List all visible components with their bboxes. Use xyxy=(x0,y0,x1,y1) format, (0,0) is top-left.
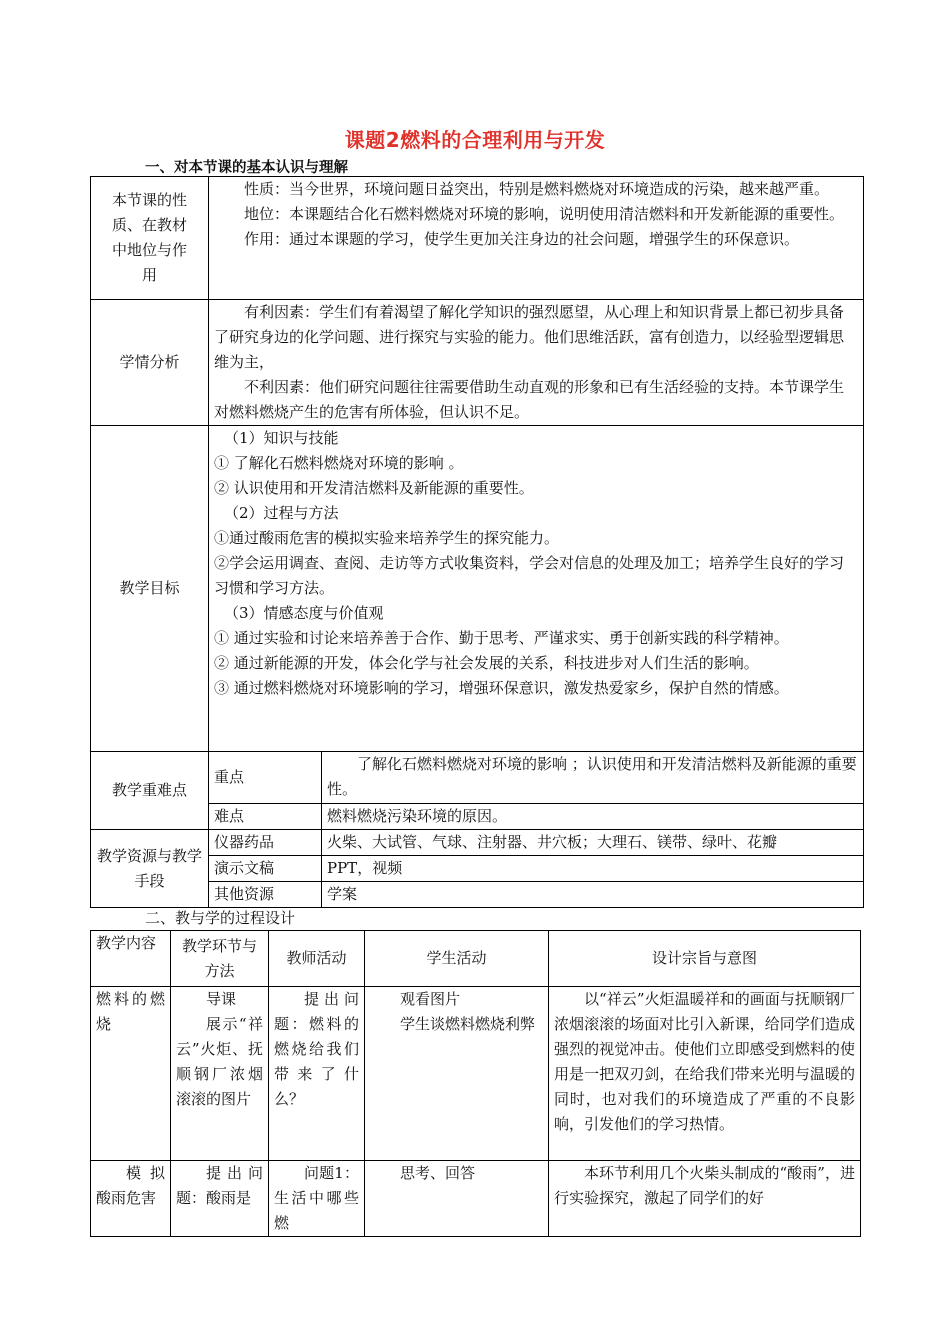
resource-value: PPT，视频 xyxy=(322,856,864,882)
table-row xyxy=(91,1161,861,1237)
row-label-students: 学情分析 xyxy=(91,300,209,426)
section-1-heading: 一、对本节课的基本认识与理解 xyxy=(145,160,348,176)
purpose-cell: 本环节利用几个火柴头制成的“酸雨”，进行实验探究，激起了同学们的好 xyxy=(549,1161,861,1237)
key-text: 了解化石燃料燃烧对环境的影响 ；认识使用和开发清洁燃料及新能源的重要性。 xyxy=(322,752,864,804)
basic-understanding-table xyxy=(90,176,864,908)
table-row xyxy=(91,300,864,426)
goal-line: ①通过酸雨危害的模拟实验来培养学生的探究能力。 xyxy=(214,529,560,547)
content-cell: 模拟酸雨危害 xyxy=(91,1161,171,1237)
goal-line: （2）过程与方法 xyxy=(224,504,339,522)
row-label-resources: 教学资源与教学手段 xyxy=(91,830,209,908)
table-header-row xyxy=(91,931,861,987)
process-design-table xyxy=(90,930,861,1237)
goal-line: （3）情感态度与价值观 xyxy=(224,604,384,622)
purpose-cell: 以“祥云”火炬温暖祥和的画面与抚顺钢厂浓烟滚滚的场面对比引入新课，给同学们造成强烈的视觉冲击。使他们立即感受到燃料的使用是一把双刃剑，在给我们带来光明与温暖的同时，也对我们的环境造成了严重的不良影响，引发他们的学习热情。 xyxy=(549,987,861,1161)
goal-line: ②学会运用调查、查阅、走访等方式收集资料，学会对信息的处理及加工；培养学生良好的学习习惯和学习方法。 xyxy=(214,554,845,597)
header-cell: 教学环节与方法 xyxy=(171,931,269,987)
resource-value: 火柴、大试管、气球、注射器、井穴板；大理石、镁带、绿叶、花瓣 xyxy=(322,830,864,856)
header-cell: 学生活动 xyxy=(365,931,549,987)
step-title: 导课 xyxy=(206,990,237,1008)
nature-cell xyxy=(209,177,864,300)
unfavorable-paragraph: 不利因素：他们研究问题往往需要借助生动直观的形象和已有生活经验的支持。本节课学生对燃料燃烧产生的危害有所体验，但认识不足。 xyxy=(214,378,845,421)
student-cell: 思考、回答 xyxy=(365,1161,549,1237)
row-label-nature: 本节课的性质、在教材中地位与作用 xyxy=(91,177,209,300)
goal-line: ② 认识使用和开发清洁燃料及新能源的重要性。 xyxy=(214,479,534,497)
step-cell xyxy=(171,987,269,1161)
table-row xyxy=(91,426,864,752)
header-cell: 教学内容 xyxy=(91,931,171,987)
document-title: 课题2燃料的合理利用与开发 xyxy=(344,128,606,152)
table-row xyxy=(91,752,864,804)
difficulty-label: 难点 xyxy=(209,804,322,830)
resource-value: 学案 xyxy=(322,882,864,908)
goal-line: ② 通过新能源的开发，体会化学与社会发展的关系，科技进步对人们生活的影响。 xyxy=(214,654,759,672)
student-activity: 学生谈燃料燃烧利弊 xyxy=(400,1015,536,1033)
table-row xyxy=(91,987,861,1161)
position-paragraph: 地位：本课题结合化石燃料燃烧对环境的影响，说明使用清洁燃料和开发新能源的重要性。 xyxy=(244,205,845,223)
step-cell: 提出问题：酸雨是 xyxy=(171,1161,269,1237)
teacher-cell: 问题1：生活中哪些燃 xyxy=(269,1161,365,1237)
nature-paragraph: 性质：当今世界，环境问题日益突出，特别是燃料燃烧对环境造成的污染，越来越严重。 xyxy=(244,180,830,198)
goal-line: （1）知识与技能 xyxy=(224,429,339,447)
goal-line: ① 了解化石燃料燃烧对环境的影响 。 xyxy=(214,454,464,472)
teacher-cell: 提出问题：燃料的燃烧给我们带来了什么？ xyxy=(269,987,365,1161)
table-row xyxy=(91,177,864,300)
goals-cell xyxy=(209,426,864,752)
role-paragraph: 作用：通过本课题的学习，使学生更加关注身边的社会问题，增强学生的环保意识。 xyxy=(244,230,800,248)
goal-line: ① 通过实验和讨论来培养善于合作、勤于思考、严谨求实、勇于创新实践的科学精神。 xyxy=(214,629,789,647)
row-label-keypoints: 教学重难点 xyxy=(91,752,209,830)
goal-line: ③ 通过燃料燃烧对环境影响的学习，增强环保意识，激发热爱家乡，保护自然的情感。 xyxy=(214,679,789,697)
resource-name: 仪器药品 xyxy=(209,830,322,856)
resource-name: 其他资源 xyxy=(209,882,322,908)
student-activity: 观看图片 xyxy=(400,990,461,1008)
header-cell: 设计宗旨与意图 xyxy=(549,931,861,987)
step-body: 展示“祥云”火炬、抚顺钢厂浓烟滚滚的图片 xyxy=(176,1015,263,1108)
student-cell xyxy=(365,987,549,1161)
key-label: 重点 xyxy=(209,752,322,804)
row-label-goals: 教学目标 xyxy=(91,426,209,752)
section-2-heading: 二、教与学的过程设计 xyxy=(145,909,296,927)
favorable-paragraph: 有利因素：学生们有着渴望了解化学知识的强烈愿望，从心理上和知识背景上都已初步具备了研究身边的化学问题、进行探究与实验的能力。他们思维活跃，富有创造力，以经验型逻辑思维为主， xyxy=(214,303,845,371)
resource-name: 演示文稿 xyxy=(209,856,322,882)
table-row xyxy=(91,830,864,856)
difficulty-text: 燃料燃烧污染环境的原因。 xyxy=(322,804,864,830)
content-cell: 燃料的燃烧 xyxy=(91,987,171,1161)
students-cell xyxy=(209,300,864,426)
header-cell: 教师活动 xyxy=(269,931,365,987)
